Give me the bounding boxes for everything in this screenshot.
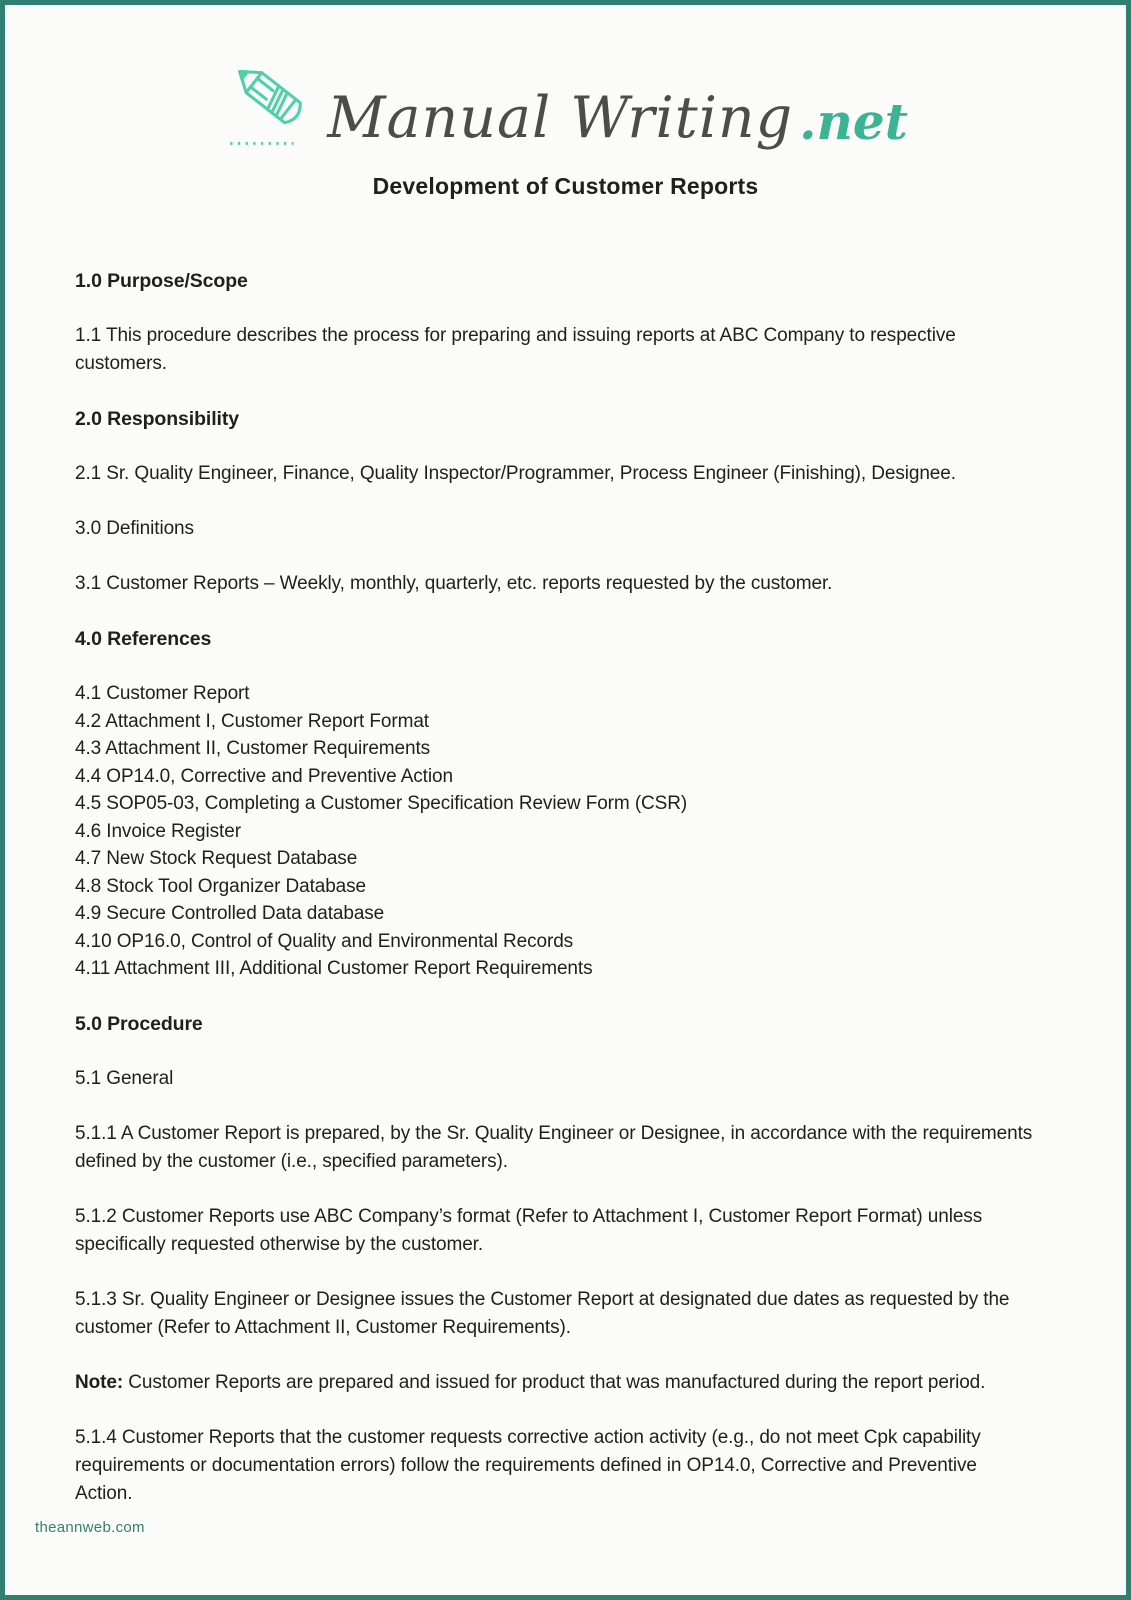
reference-item: 4.10 OP16.0, Control of Quality and Environmental Records (75, 930, 574, 952)
paragraph: Note: Customer Reports are prepared and issued for product that was manufactured during the report period. (75, 1371, 986, 1393)
logo-tld-text: .net (799, 92, 908, 151)
logo-brand-text: Manual Writing (327, 85, 794, 151)
reference-item: 4.5 SOP05-03, Completing a Customer Specification Review Form (CSR) (75, 793, 688, 814)
reference-item: 4.2 Attachment I, Customer Report Format (75, 710, 429, 732)
footer-site-link[interactable]: theannweb.com (35, 1519, 145, 1536)
reference-item: 4.1 Customer Report (75, 683, 250, 704)
reference-item: 4.6 Invoice Register (75, 820, 241, 842)
section-heading: 1.0 Purpose/Scope (75, 270, 248, 292)
reference-item: 4.4 OP14.0, Corrective and Preventive Action (75, 765, 453, 787)
reference-item: 4.7 New Stock Request Database (75, 848, 358, 869)
section-heading: 5.0 Procedure (75, 1012, 203, 1035)
note-label: Note: (75, 1371, 124, 1393)
paragraph: 2.1 Sr. Quality Engineer, Finance, Quality Inspector/Programmer, Process Engineer (Finishing), Designee. (75, 463, 956, 484)
paragraph: 3.1 Customer Reports – Weekly, monthly, quarterly, etc. reports requested by the customer. (75, 573, 833, 594)
paragraph: 5.1 General (75, 1067, 174, 1089)
section-heading: 4.0 References (75, 628, 212, 650)
reference-list (75, 680, 1038, 983)
reference-item: 4.9 Secure Controlled Data database (75, 903, 385, 924)
paragraph: 5.1.4 Customer Reports that the customer requests corrective action activity (e.g., do not meet Cpk capability requirements or documentation errors) follow the requirements defined in OP14.0, Corrective and Preventive Action. (75, 1426, 981, 1504)
reference-item: 4.3 Attachment II, Customer Requirements (75, 738, 431, 759)
reference-item: 4.11 Attachment III, Additional Customer Report Requirements (75, 958, 593, 979)
pencil-icon (223, 52, 317, 155)
page-footer (35, 1519, 145, 1537)
paragraph: 3.0 Definitions (75, 518, 194, 539)
paragraph: 5.1.2 Customer Reports use ABC Company’s format (Refer to Attachment I, Customer Report Format) unless specifically requested otherwise by the customer. (75, 1205, 983, 1255)
paragraph: 5.1.1 A Customer Report is prepared, by the Sr. Quality Engineer or Designee, in accordance with the requirements defined by the customer (i.e., specified parameters). (75, 1122, 1033, 1172)
paragraph: 5.1.3 Sr. Quality Engineer or Designee issues the Customer Report at designated due dates as requested by the customer (Refer to Attachment II, Customer Requirements). (75, 1288, 1010, 1338)
document-body (5, 200, 1126, 1508)
document-title: Development of Customer Reports (372, 173, 759, 199)
section-heading: 2.0 Responsibility (75, 408, 239, 430)
paragraph: 1.1 This procedure describes the process for preparing and issuing reports at ABC Company to respective customers. (75, 325, 956, 374)
reference-item: 4.8 Stock Tool Organizer Database (75, 875, 367, 897)
logo (5, 35, 1126, 151)
